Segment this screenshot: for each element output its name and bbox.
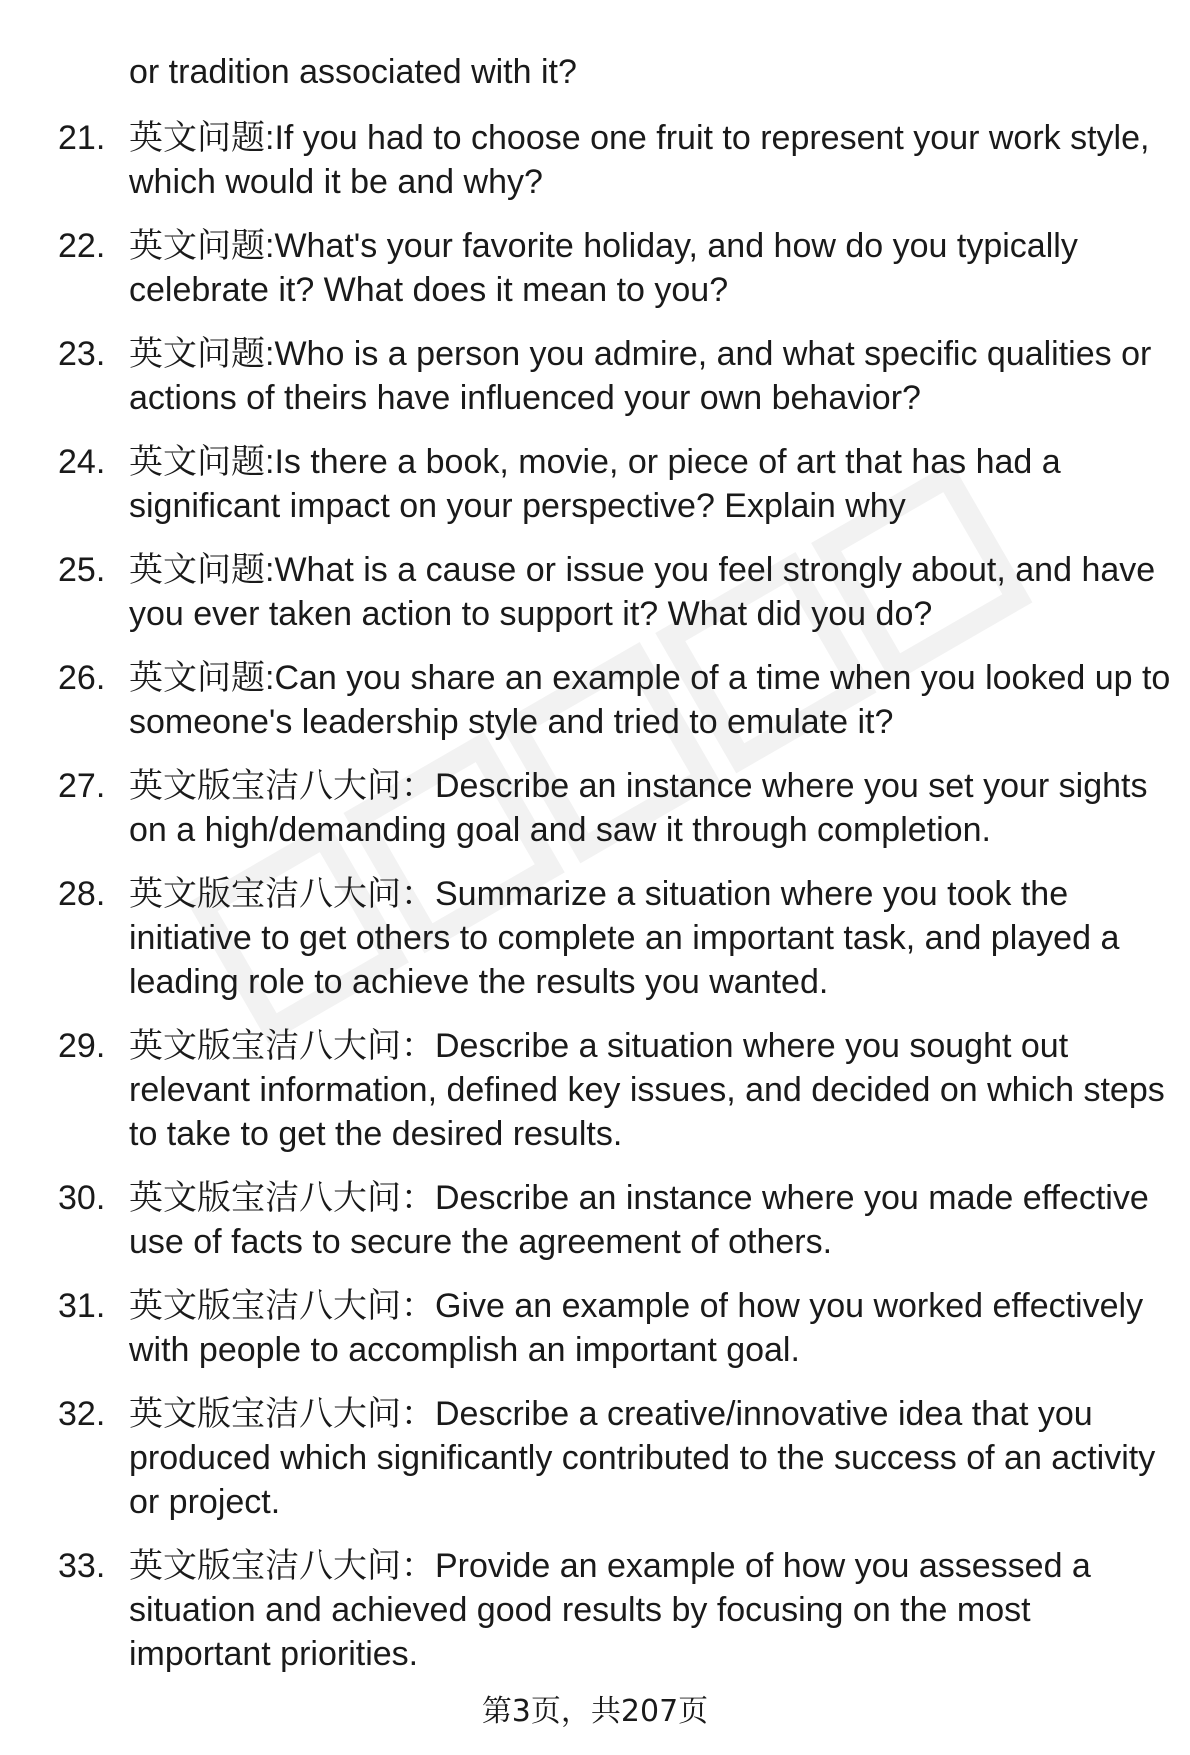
question-item xyxy=(0,1544,1190,1676)
question-number: 22. xyxy=(58,227,106,265)
question-text: 英文问题:Can you share an example of a time when you looked up to someone's leadership style and tried to emulate it? xyxy=(129,659,1171,741)
question-item xyxy=(0,1024,1190,1156)
question-list xyxy=(0,116,1190,1696)
question-text: 英文版宝洁八大问：Describe an instance where you made effective use of facts to secure the agreement of others. xyxy=(129,1179,1149,1261)
question-item xyxy=(0,872,1190,1004)
question-item xyxy=(0,116,1190,204)
question-number: 27. xyxy=(58,767,106,805)
question-number: 28. xyxy=(58,875,106,913)
question-text: 英文版宝洁八大问：Give an example of how you worked effectively with people to accomplish an important goal. xyxy=(129,1287,1144,1369)
question-item xyxy=(0,332,1190,420)
question-item xyxy=(0,548,1190,636)
question-text: 英文版宝洁八大问：Provide an example of how you assessed a situation and achieved good results by focusing on the most important priorities. xyxy=(129,1547,1091,1673)
question-item xyxy=(0,764,1190,852)
continuation-text: or tradition associated with it? xyxy=(129,53,577,91)
question-number: 32. xyxy=(58,1395,106,1433)
question-text: 英文问题:What is a cause or issue you feel strongly about, and have you ever taken action to support it? What did you do? xyxy=(129,551,1156,633)
question-item xyxy=(0,224,1190,312)
question-number: 33. xyxy=(58,1547,106,1585)
page-footer: 第3页，共207页 xyxy=(481,1694,709,1729)
question-number: 30. xyxy=(58,1179,106,1217)
question-number: 31. xyxy=(58,1287,106,1325)
question-number: 23. xyxy=(58,335,106,373)
question-number: 29. xyxy=(58,1027,106,1065)
question-text: 英文问题:Is there a book, movie, or piece of art that has had a significant impact on your perspective? Explain why xyxy=(129,443,1061,525)
question-text: 英文版宝洁八大问：Describe a creative/innovative idea that you produced which significantly contributed to the success of an activity or project. xyxy=(129,1395,1156,1521)
question-number: 24. xyxy=(58,443,106,481)
question-number: 25. xyxy=(58,551,106,589)
question-text: 英文问题:What's your favorite holiday, and how do you typically celebrate it? What does it mean to you? xyxy=(129,227,1078,309)
question-item xyxy=(0,656,1190,744)
question-text: 英文问题:Who is a person you admire, and what specific qualities or actions of theirs have influenced your own behavior? xyxy=(129,335,1152,417)
question-item xyxy=(0,1284,1190,1372)
question-number: 26. xyxy=(58,659,106,697)
question-item xyxy=(0,1392,1190,1524)
question-item xyxy=(0,440,1190,528)
question-text: 英文问题:If you had to choose one fruit to represent your work style, which would it be and why? xyxy=(129,119,1150,201)
question-item xyxy=(0,1176,1190,1264)
question-text: 英文版宝洁八大问：Describe a situation where you sought out relevant information, defined key issues, and decided on which steps to take to get the desired results. xyxy=(129,1027,1165,1153)
question-text: 英文版宝洁八大问：Summarize a situation where you took the initiative to get others to complete an important task, and played a leading role to achieve the results you wanted. xyxy=(129,875,1120,1001)
question-text: 英文版宝洁八大问：Describe an instance where you set your sights on a high/demanding goal and saw it through completion. xyxy=(129,767,1148,849)
question-number: 21. xyxy=(58,119,106,157)
